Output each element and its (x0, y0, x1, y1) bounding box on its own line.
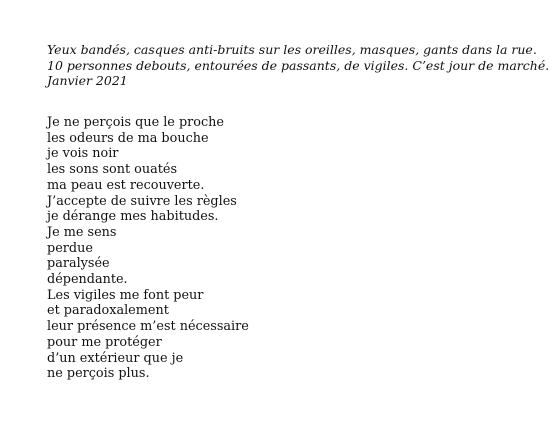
poem-line: d’un extérieur que je (47, 350, 184, 366)
poem (47, 115, 447, 382)
intro-paragraph (47, 42, 549, 89)
intro-date: Janvier 2021 (47, 73, 128, 89)
poem-line: pour me protéger (47, 334, 162, 350)
poem-line: les sons sont ouatés (47, 162, 178, 178)
poem-line: dépendante. (47, 272, 128, 288)
poem-line: je dérange mes habitudes. (47, 209, 219, 225)
poem-line: Les vigiles me font peur (47, 287, 204, 303)
poem-line: Je ne perçois que le proche (47, 115, 224, 130)
intro-line: 10 personnes debouts, entourées de passants, de vigiles. C’est jour de marché. (47, 57, 549, 73)
poem-line: J’accepte de suivre les règles (47, 193, 237, 209)
poem-line: ma peau est recouverte. (47, 177, 205, 193)
poem-line: perdue (47, 240, 93, 256)
poem-line: et paradoxalement (47, 303, 169, 319)
poem-line: les odeurs de ma bouche (47, 130, 209, 146)
poem-line: ne perçois plus. (47, 366, 150, 382)
intro-line: Yeux bandés, casques anti-bruits sur les oreilles, masques, gants dans la rue. (47, 42, 537, 57)
poem-line: je vois noir (47, 146, 119, 162)
poem-line: paralysée (47, 256, 110, 272)
poem-line: leur présence m’est nécessaire (47, 319, 249, 335)
poem-line: Je me sens (47, 224, 117, 240)
